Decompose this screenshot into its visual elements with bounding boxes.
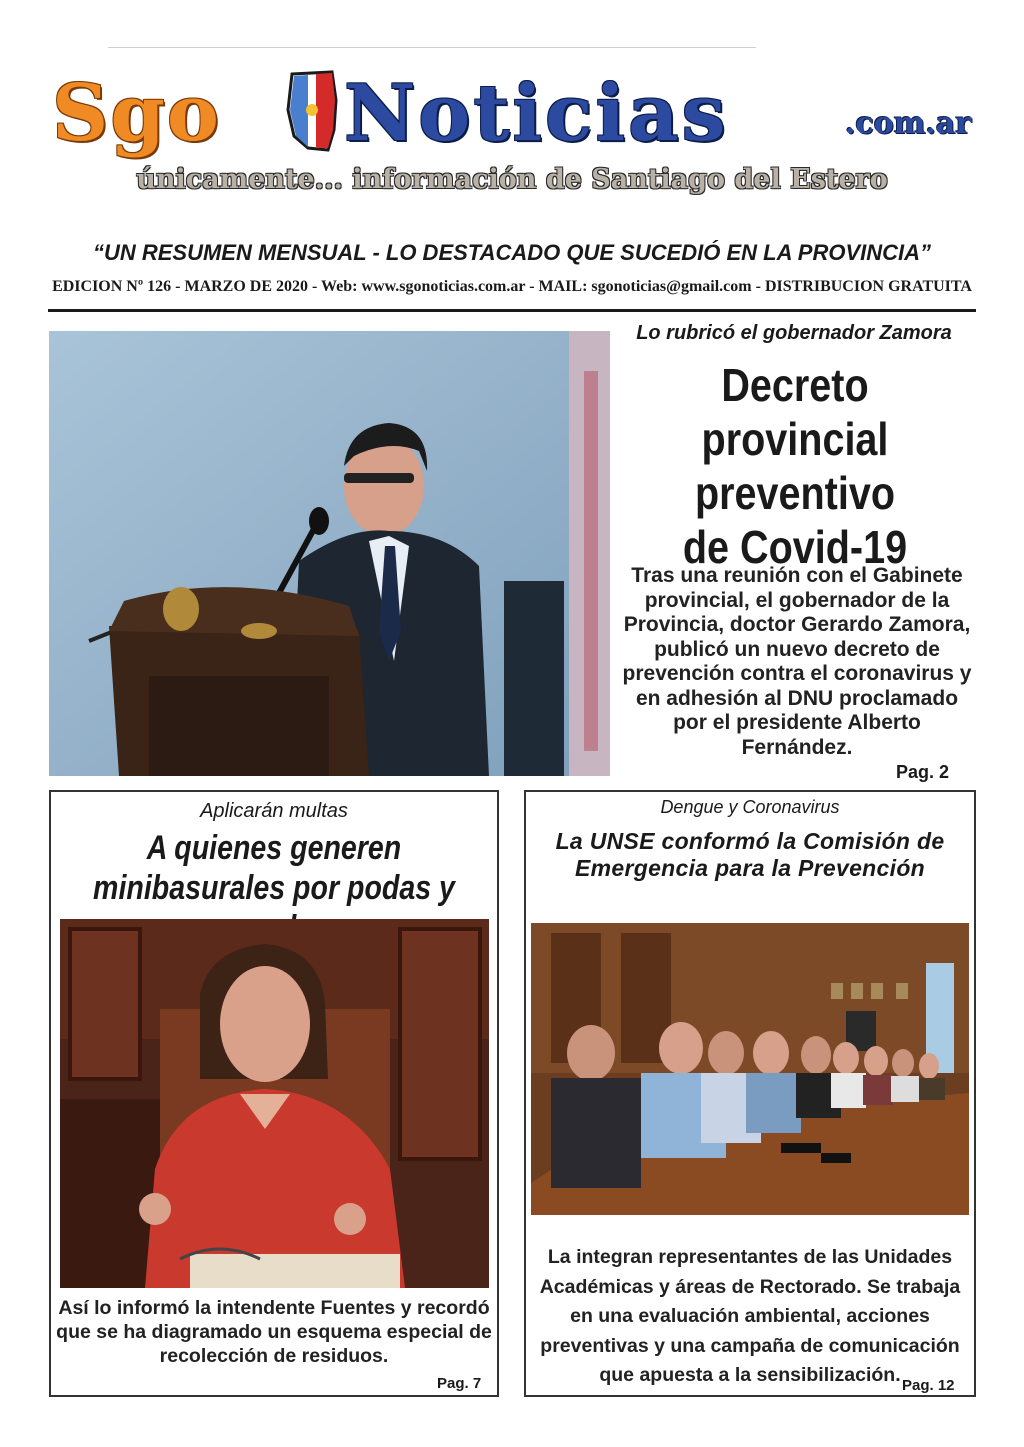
logo-domain-text: .com.ar: [845, 106, 972, 141]
masthead-logo[interactable]: [52, 60, 982, 170]
masthead-tagline: únicamente... información de Santiago del Estero: [136, 164, 888, 195]
headline-line: preventivo: [694, 467, 896, 519]
right-story-body: La integran representantes de las Unidades Académicas y áreas de Rectorado. Se trabaja en una evaluación ambiental, acciones preventivas y una campaña de comunicación que apuesta a la sensibilización.: [539, 1246, 961, 1386]
woman-speaking-image: [60, 919, 489, 1288]
main-story-headline[interactable]: [638, 358, 953, 574]
right-story-kicker: Dengue y Coronavirus: [660, 797, 840, 817]
logo-sgo-text: Sgo: [52, 68, 221, 159]
edition-line: EDICION Nº 126 - MARZO DE 2020 - Web: www.sgonoticias.com.ar - MAIL: sgonoticias@gmail.com - DISTRIBUCION GRATUITA: [52, 278, 972, 295]
masthead-motto: “UN RESUMEN MENSUAL - LO DESTACADO QUE SUCEDIÓ EN LA PROVINCIA”: [92, 240, 932, 265]
main-story-body: Tras una reunión con el Gabinete provincial, el gobernador de la Provincia, doctor Gerardo Zamora, publicó un nuevo decreto de prevención contra el coronavirus y en adhesión al DNU proclamado por el presidente Alberto Fernández.: [622, 564, 972, 759]
right-story-page-ref[interactable]: Pag. 12: [902, 1377, 955, 1394]
headline-line: Decreto provincial: [701, 359, 889, 465]
right-story-photo[interactable]: [531, 923, 969, 1215]
left-story-page-ref[interactable]: Pag. 7: [437, 1375, 482, 1392]
left-story-headline[interactable]: A quienes generen minibasurales por podas y: [93, 829, 455, 907]
top-rule: [108, 47, 756, 48]
meeting-group-image: [531, 923, 969, 1215]
man-at-podium-image: [49, 331, 610, 776]
main-story-kicker: Lo rubricó el gobernador Zamora: [636, 322, 952, 344]
main-story-photo[interactable]: [49, 331, 610, 776]
logo-noticias-text: Noticias: [344, 68, 729, 159]
left-story-kicker: Aplicarán multas: [200, 800, 348, 822]
header-rule: [48, 309, 976, 312]
right-story-headline[interactable]: La UNSE conformó la Comisión de Emergencia para la Prevención: [555, 828, 945, 881]
main-story-page-ref[interactable]: Pag. 2: [896, 762, 950, 782]
left-story-photo[interactable]: [60, 919, 489, 1288]
headline-line: de Covid-19: [682, 521, 908, 573]
province-flag-icon: [284, 70, 340, 152]
left-story-body: Así lo informó la intendente Fuentes y recordó que se ha diagramado un esquema especial de recolección de residuos.: [56, 1297, 492, 1367]
